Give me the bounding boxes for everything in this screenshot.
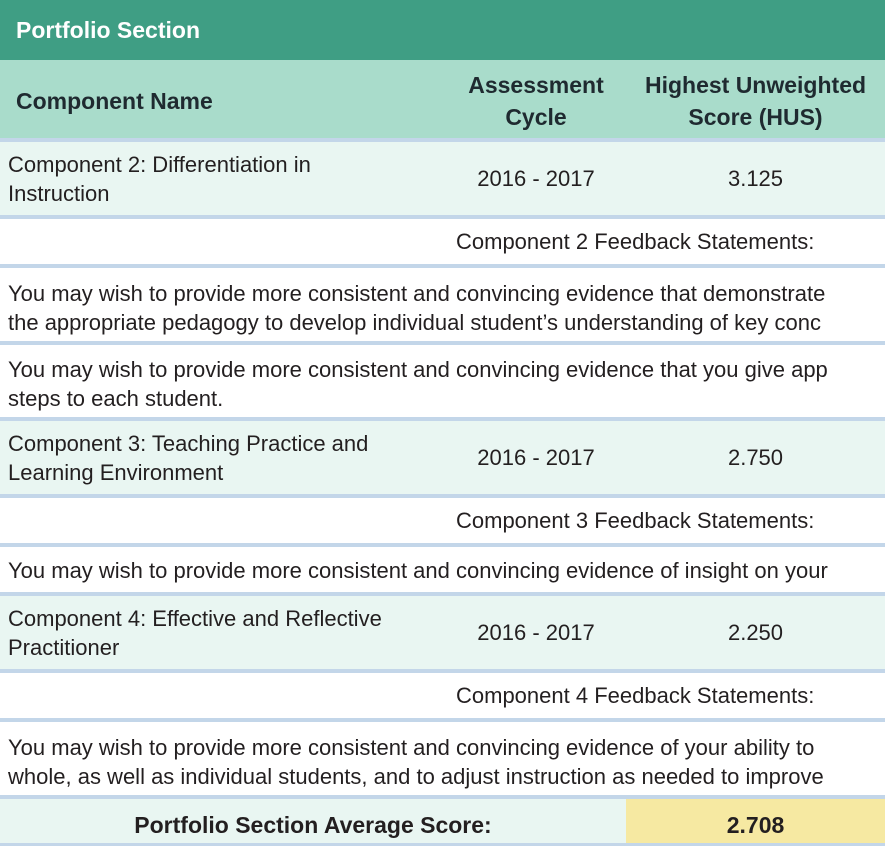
- column-header-cycle: [446, 69, 626, 133]
- column-header-row: [0, 60, 885, 142]
- component-name-line2: Instruction: [8, 180, 110, 206]
- assessment-cycle: 2016 - 2017: [477, 619, 595, 645]
- feedback-header: Component 2 Feedback Statements:: [456, 228, 815, 254]
- column-header-name: Component Name: [16, 88, 213, 114]
- feedback-line1: You may wish to provide more consistent and convincing evidence that you give app: [8, 357, 828, 382]
- column-header-score-line1: Highest Unweighted: [644, 72, 867, 98]
- component-name-line1: Component 2: Differentiation in: [8, 151, 311, 177]
- component-row: [0, 142, 885, 219]
- component-score: 2.750: [727, 444, 784, 470]
- feedback-statement: [0, 547, 885, 596]
- component-name: [8, 142, 428, 215]
- feedback-header-row: [0, 673, 885, 722]
- average-score-row: [0, 799, 885, 846]
- section-title: Portfolio Section: [0, 0, 885, 60]
- column-header-cycle-line2: Cycle: [505, 104, 567, 130]
- feedback-line2: steps to each student.: [8, 386, 224, 411]
- feedback-line1: You may wish to provide more consistent and convincing evidence of your ability to: [8, 735, 815, 760]
- component-name-line2: Practitioner: [8, 634, 120, 660]
- assessment-cycle: 2016 - 2017: [477, 165, 595, 191]
- component-name: [8, 421, 428, 494]
- feedback-statement: [0, 722, 885, 799]
- component-name-line2: Learning Environment: [8, 459, 224, 485]
- column-header-cycle-line1: Assessment: [468, 72, 604, 98]
- feedback-header: Component 4 Feedback Statements:: [456, 682, 815, 708]
- component-row: [0, 421, 885, 498]
- feedback-line1: You may wish to provide more consistent and convincing evidence of insight on your: [8, 558, 828, 583]
- feedback-line2: the appropriate pedagogy to develop individual student’s understanding of key conc: [8, 310, 821, 335]
- component-name: [8, 596, 428, 669]
- feedback-statement: [0, 268, 885, 345]
- component-name-line1: Component 3: Teaching Practice and: [8, 430, 369, 456]
- average-score-label: Portfolio Section Average Score:: [134, 812, 492, 838]
- feedback-header-row: [0, 498, 885, 547]
- feedback-line1: You may wish to provide more consistent and convincing evidence that demonstrate: [8, 281, 826, 306]
- feedback-line2: whole, as well as individual students, and to adjust instruction as needed to improve: [8, 764, 824, 789]
- component-row: [0, 596, 885, 673]
- column-header-score-line2: Score (HUS): [688, 104, 823, 130]
- component-name-line1: Component 4: Effective and Reflective: [8, 605, 382, 631]
- component-score: 2.250: [727, 619, 784, 645]
- feedback-statement: [0, 345, 885, 421]
- feedback-header: Component 3 Feedback Statements:: [456, 507, 815, 533]
- feedback-header-row: [0, 219, 885, 268]
- column-header-score: [626, 69, 885, 133]
- assessment-cycle: 2016 - 2017: [477, 444, 595, 470]
- average-score-value: 2.708: [626, 799, 885, 846]
- component-score: 3.125: [727, 165, 784, 191]
